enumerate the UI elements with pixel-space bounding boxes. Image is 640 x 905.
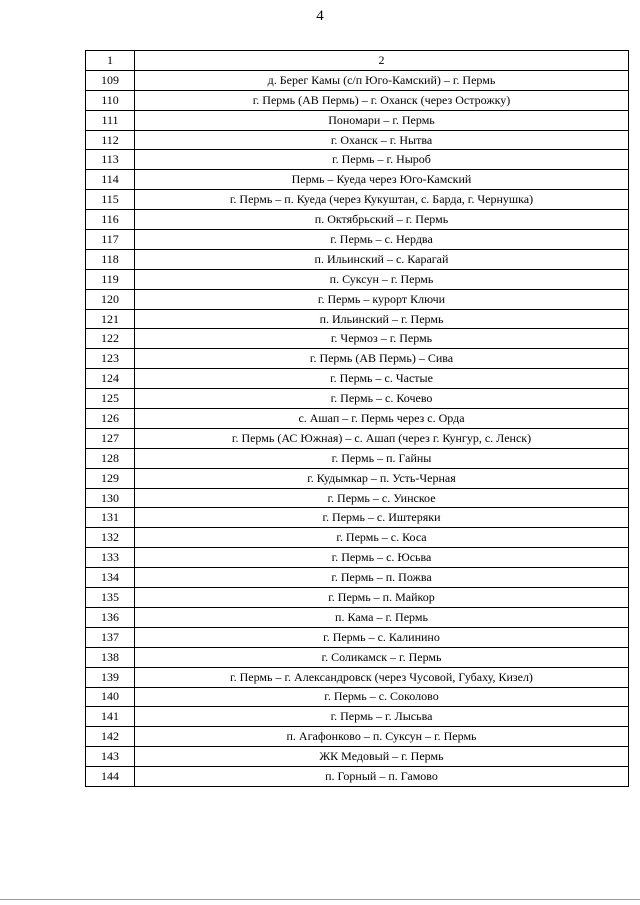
route-number-cell: 132 [86, 528, 135, 548]
table-row [86, 170, 629, 190]
route-name-cell: г. Пермь – с. Соколово [135, 687, 629, 707]
column-header-route: 2 [135, 51, 629, 71]
route-number-cell: 130 [86, 488, 135, 508]
route-name-cell: г. Чермоз – г. Пермь [135, 329, 629, 349]
route-name-cell: г. Пермь – с. Кочево [135, 389, 629, 409]
table-row [86, 409, 629, 429]
table-row [86, 428, 629, 448]
route-number-cell: 117 [86, 230, 135, 250]
route-number-cell: 143 [86, 747, 135, 767]
route-name-cell: ЖК Медовый – г. Пермь [135, 747, 629, 767]
route-name-cell: г. Пермь – г. Александровск (через Чусовой, Губаху, Кизел) [135, 667, 629, 687]
table-row [86, 548, 629, 568]
route-name-cell: г. Пермь (АВ Пермь) – г. Оханск (через Острожку) [135, 90, 629, 110]
table-row [86, 747, 629, 767]
route-name-cell: п. Агафонково – п. Суксун – г. Пермь [135, 727, 629, 747]
route-number-cell: 125 [86, 389, 135, 409]
route-number-cell: 124 [86, 369, 135, 389]
route-number-cell: 141 [86, 707, 135, 727]
table-row [86, 627, 629, 647]
page-bottom-edge [0, 899, 640, 900]
route-number-cell: 131 [86, 508, 135, 528]
route-number-cell: 127 [86, 428, 135, 448]
table-row [86, 249, 629, 269]
table-row [86, 607, 629, 627]
route-number-cell: 138 [86, 647, 135, 667]
column-header-number: 1 [86, 51, 135, 71]
table-row [86, 528, 629, 548]
route-name-cell: п. Суксун – г. Пермь [135, 269, 629, 289]
table-row [86, 389, 629, 409]
route-name-cell: п. Октябрьский – г. Пермь [135, 210, 629, 230]
table-row [86, 568, 629, 588]
table-row [86, 707, 629, 727]
route-name-cell: г. Пермь – с. Уинское [135, 488, 629, 508]
route-name-cell: г. Пермь – с. Частые [135, 369, 629, 389]
route-number-cell: 142 [86, 727, 135, 747]
table-row [86, 90, 629, 110]
page-number: 4 [316, 8, 324, 24]
route-number-cell: 128 [86, 448, 135, 468]
route-name-cell: г. Пермь – курорт Ключи [135, 289, 629, 309]
route-table [85, 50, 629, 787]
route-name-cell: г. Пермь – п. Майкор [135, 588, 629, 608]
route-name-cell: г. Кудымкар – п. Усть-Черная [135, 468, 629, 488]
table-row [86, 588, 629, 608]
route-name-cell: г. Соликамск – г. Пермь [135, 647, 629, 667]
route-number-cell: 113 [86, 150, 135, 170]
route-name-cell: г. Пермь – п. Гайны [135, 448, 629, 468]
table-row [86, 150, 629, 170]
route-name-cell: г. Пермь – п. Куеда (через Кукуштан, с. Барда, г. Чернушка) [135, 190, 629, 210]
table-row [86, 468, 629, 488]
route-number-cell: 120 [86, 289, 135, 309]
route-name-cell: г. Пермь – с. Нердва [135, 230, 629, 250]
table-row [86, 230, 629, 250]
route-number-cell: 112 [86, 130, 135, 150]
table-row [86, 309, 629, 329]
route-number-cell: 137 [86, 627, 135, 647]
route-name-cell: п. Ильинский – г. Пермь [135, 309, 629, 329]
route-number-cell: 122 [86, 329, 135, 349]
route-name-cell: г. Оханск – г. Нытва [135, 130, 629, 150]
route-name-cell: г. Пермь – с. Калинино [135, 627, 629, 647]
route-number-cell: 140 [86, 687, 135, 707]
table-row [86, 448, 629, 468]
route-name-cell: п. Кама – г. Пермь [135, 607, 629, 627]
route-name-cell: г. Пермь – г. Ныроб [135, 150, 629, 170]
route-name-cell: Пермь – Куеда через Юго-Камский [135, 170, 629, 190]
route-number-cell: 129 [86, 468, 135, 488]
route-number-cell: 119 [86, 269, 135, 289]
route-name-cell: г. Пермь – с. Юсьва [135, 548, 629, 568]
route-name-cell: г. Пермь – с. Коса [135, 528, 629, 548]
route-number-cell: 109 [86, 70, 135, 90]
route-number-cell: 139 [86, 667, 135, 687]
table-row [86, 70, 629, 90]
route-number-cell: 121 [86, 309, 135, 329]
table-row [86, 667, 629, 687]
table-row [86, 687, 629, 707]
table-row [86, 210, 629, 230]
table-row [86, 269, 629, 289]
route-number-cell: 126 [86, 409, 135, 429]
route-number-cell: 134 [86, 568, 135, 588]
route-name-cell: п. Ильинский – с. Карагай [135, 249, 629, 269]
table-body [86, 70, 629, 786]
table-row [86, 369, 629, 389]
table-row [86, 329, 629, 349]
table-row [86, 190, 629, 210]
table-row [86, 488, 629, 508]
table-row [86, 508, 629, 528]
route-name-cell: Пономари – г. Пермь [135, 110, 629, 130]
route-name-cell: г. Пермь (АС Южная) – с. Ашап (через г. Кунгур, с. Ленск) [135, 428, 629, 448]
route-name-cell: с. Ашап – г. Пермь через с. Орда [135, 409, 629, 429]
route-number-cell: 135 [86, 588, 135, 608]
route-number-cell: 133 [86, 548, 135, 568]
route-name-cell: г. Пермь – г. Лысьва [135, 707, 629, 727]
table-row [86, 110, 629, 130]
route-name-cell: г. Пермь – п. Пожва [135, 568, 629, 588]
route-number-cell: 144 [86, 767, 135, 787]
table-row [86, 727, 629, 747]
route-name-cell: п. Горный – п. Гамово [135, 767, 629, 787]
route-number-cell: 114 [86, 170, 135, 190]
route-number-cell: 136 [86, 607, 135, 627]
table-row [86, 647, 629, 667]
route-number-cell: 116 [86, 210, 135, 230]
table-header-row [86, 51, 629, 71]
route-name-cell: г. Пермь (АВ Пермь) – Сива [135, 349, 629, 369]
route-number-cell: 118 [86, 249, 135, 269]
table-row [86, 289, 629, 309]
route-number-cell: 115 [86, 190, 135, 210]
route-name-cell: г. Пермь – с. Иштеряки [135, 508, 629, 528]
table-row [86, 130, 629, 150]
table-row [86, 767, 629, 787]
route-number-cell: 111 [86, 110, 135, 130]
route-number-cell: 110 [86, 90, 135, 110]
route-number-cell: 123 [86, 349, 135, 369]
route-name-cell: д. Берег Камы (с/п Юго-Камский) – г. Пермь [135, 70, 629, 90]
table-row [86, 349, 629, 369]
